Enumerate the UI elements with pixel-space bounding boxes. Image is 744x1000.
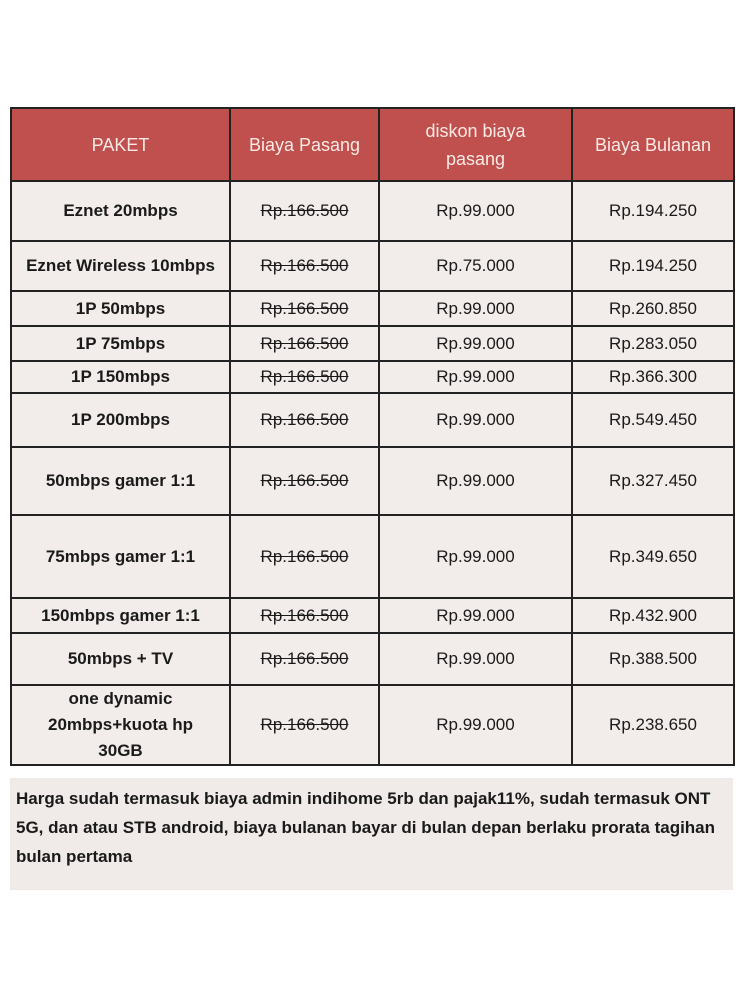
package-name: 75mbps gamer 1:1 <box>11 515 230 598</box>
install-fee-discount: Rp.99.000 <box>379 447 572 515</box>
table-row <box>11 515 734 598</box>
package-name: 1P 50mbps <box>11 291 230 326</box>
header-paket: PAKET <box>11 108 230 181</box>
install-fee-original: Rp.166.500 <box>230 447 379 515</box>
install-fee-discount: Rp.99.000 <box>379 181 572 241</box>
install-fee-original: Rp.166.500 <box>230 393 379 447</box>
install-fee-original: Rp.166.500 <box>230 326 379 361</box>
table-row <box>11 447 734 515</box>
table-row <box>11 326 734 361</box>
install-fee-discount: Rp.99.000 <box>379 685 572 765</box>
table-row <box>11 633 734 685</box>
table-row <box>11 361 734 393</box>
header-biaya-bulanan: Biaya Bulanan <box>572 108 734 181</box>
install-fee-original: Rp.166.500 <box>230 633 379 685</box>
install-fee-discount: Rp.99.000 <box>379 291 572 326</box>
monthly-fee: Rp.283.050 <box>572 326 734 361</box>
footnote: Harga sudah termasuk biaya admin indihome 5rb dan pajak11%, sudah termasuk ONT 5G, dan atau STB android, biaya bulanan bayar di bulan depan berlaku prorata tagihan bulan pertama <box>10 778 733 890</box>
monthly-fee: Rp.366.300 <box>572 361 734 393</box>
monthly-fee: Rp.238.650 <box>572 685 734 765</box>
install-fee-discount: Rp.75.000 <box>379 241 572 291</box>
table-row <box>11 393 734 447</box>
install-fee-original: Rp.166.500 <box>230 181 379 241</box>
package-name: 1P 150mbps <box>11 361 230 393</box>
monthly-fee: Rp.194.250 <box>572 241 734 291</box>
install-fee-original: Rp.166.500 <box>230 515 379 598</box>
install-fee-discount: Rp.99.000 <box>379 326 572 361</box>
install-fee-discount: Rp.99.000 <box>379 393 572 447</box>
monthly-fee: Rp.260.850 <box>572 291 734 326</box>
header-biaya-pasang: Biaya Pasang <box>230 108 379 181</box>
monthly-fee: Rp.432.900 <box>572 598 734 633</box>
monthly-fee: Rp.327.450 <box>572 447 734 515</box>
package-name: 150mbps gamer 1:1 <box>11 598 230 633</box>
monthly-fee: Rp.388.500 <box>572 633 734 685</box>
monthly-fee: Rp.549.450 <box>572 393 734 447</box>
price-table <box>10 107 735 766</box>
install-fee-original: Rp.166.500 <box>230 598 379 633</box>
install-fee-discount: Rp.99.000 <box>379 361 572 393</box>
table-row <box>11 291 734 326</box>
install-fee-discount: Rp.99.000 <box>379 598 572 633</box>
table-header-row <box>11 108 734 181</box>
package-name: 1P 75mbps <box>11 326 230 361</box>
table-row <box>11 241 734 291</box>
monthly-fee: Rp.349.650 <box>572 515 734 598</box>
table-row <box>11 181 734 241</box>
install-fee-original: Rp.166.500 <box>230 685 379 765</box>
install-fee-discount: Rp.99.000 <box>379 515 572 598</box>
table-row <box>11 598 734 633</box>
header-diskon: diskon biaya pasang <box>379 108 572 181</box>
monthly-fee: Rp.194.250 <box>572 181 734 241</box>
package-name: Eznet Wireless 10mbps <box>11 241 230 291</box>
package-name: 1P 200mbps <box>11 393 230 447</box>
install-fee-original: Rp.166.500 <box>230 291 379 326</box>
package-name: 50mbps + TV <box>11 633 230 685</box>
package-name: Eznet 20mbps <box>11 181 230 241</box>
install-fee-original: Rp.166.500 <box>230 361 379 393</box>
install-fee-original: Rp.166.500 <box>230 241 379 291</box>
install-fee-discount: Rp.99.000 <box>379 633 572 685</box>
package-name: one dynamic 20mbps+kuota hp 30GB <box>11 685 230 765</box>
table-row <box>11 685 734 765</box>
package-name: 50mbps gamer 1:1 <box>11 447 230 515</box>
